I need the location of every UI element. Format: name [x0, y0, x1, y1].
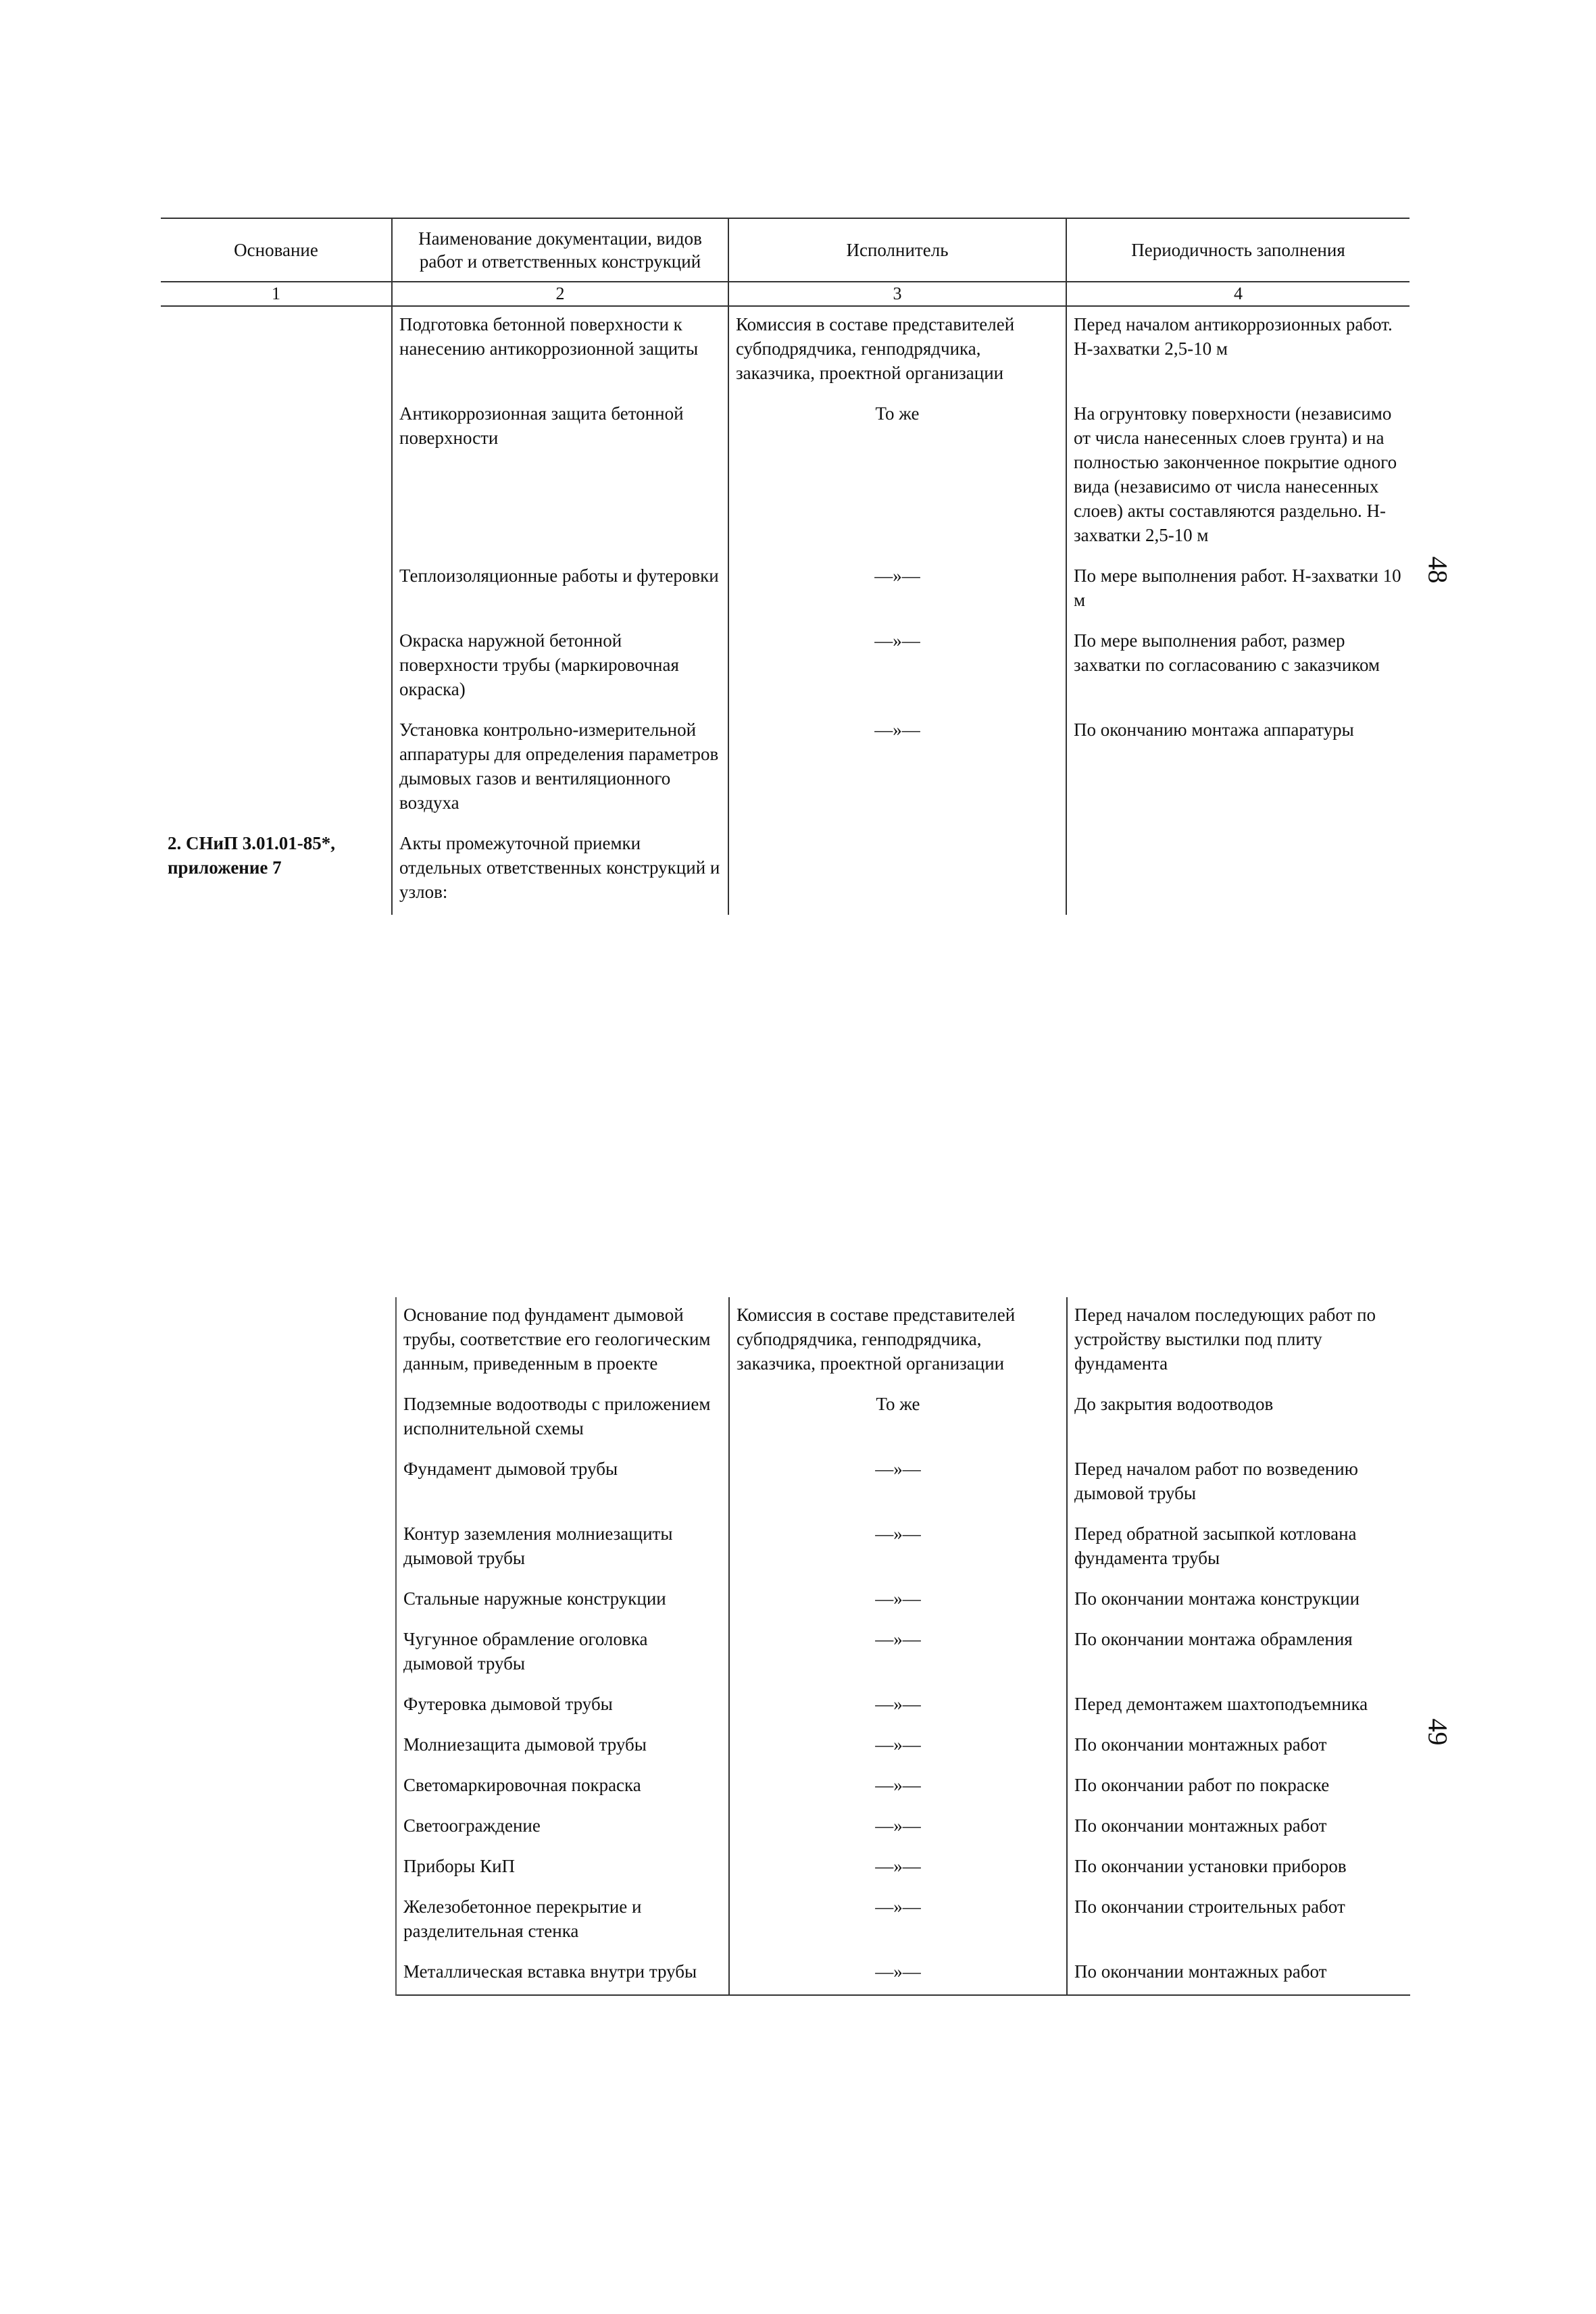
executor-cell: —»— — [728, 712, 1066, 826]
period-cell: Перед началом антикоррозионных работ. Н-захватки 2,5-10 м — [1066, 306, 1410, 396]
name-cell: Светоограждение — [396, 1808, 729, 1848]
table-row — [161, 558, 1410, 623]
name-cell: Установка контрольно-измерительной аппаратуры для определения параметров дымовых газов и вентиляционного воздуха — [392, 712, 728, 826]
name-cell: Молниезащита дымовой трубы — [396, 1727, 729, 1767]
period-cell: Перед демонтажем шахтоподъемника — [1067, 1686, 1410, 1727]
table-row — [396, 1686, 1410, 1727]
table-row — [396, 1848, 1410, 1889]
name-cell: Приборы КиП — [396, 1848, 729, 1889]
table-row — [396, 1954, 1410, 1995]
name-cell: Футеровка дымовой трубы — [396, 1686, 729, 1727]
table-row — [396, 1727, 1410, 1767]
name-cell: Светомаркировочная покраска — [396, 1767, 729, 1808]
name-cell: Чугунное обрамление оголовка дымовой трубы — [396, 1621, 729, 1686]
period-cell — [1066, 826, 1410, 915]
name-cell: Металлическая вставка внутри трубы — [396, 1954, 729, 1995]
period-cell: По окончанию монтажа аппаратуры — [1066, 712, 1410, 826]
period-cell: По окончании строительных работ — [1067, 1889, 1410, 1954]
table-row — [396, 1516, 1410, 1581]
name-cell: Контур заземления молниезащиты дымовой трубы — [396, 1516, 729, 1581]
period-cell: Перед обратной засыпкой котлована фундамента трубы — [1067, 1516, 1410, 1581]
executor-cell: —»— — [728, 623, 1066, 712]
table-row — [396, 1808, 1410, 1848]
period-cell: По окончании монтажных работ — [1067, 1727, 1410, 1767]
name-cell: Антикоррозионная защита бетонной поверхности — [392, 396, 728, 558]
executor-cell: Комиссия в составе представителей субподрядчика, генподрядчика, заказчика, проектной организации — [729, 1297, 1067, 1386]
name-cell: Теплоизоляционные работы и футеровки — [392, 558, 728, 623]
executor-cell: —»— — [729, 1727, 1067, 1767]
column-number-row — [161, 282, 1410, 306]
table-row — [396, 1767, 1410, 1808]
executor-cell: —»— — [729, 1451, 1067, 1516]
period-cell: Перед началом работ по возведению дымовой трубы — [1067, 1451, 1410, 1516]
period-cell: По окончании монтажных работ — [1067, 1954, 1410, 1995]
executor-cell: —»— — [729, 1848, 1067, 1889]
page-number-upper: 48 — [1422, 556, 1453, 584]
name-cell: Акты промежуточной приемки отдельных ответственных конструкций и узлов: — [392, 826, 728, 915]
table-row — [396, 1297, 1410, 1386]
name-cell: Подземные водоотводы с приложением исполнительной схемы — [396, 1386, 729, 1451]
table-row — [396, 1581, 1410, 1621]
executor-cell: —»— — [729, 1889, 1067, 1954]
upper-table — [161, 218, 1410, 915]
table-row — [396, 1621, 1410, 1686]
executor-cell: —»— — [729, 1767, 1067, 1808]
lower-table — [395, 1297, 1410, 1996]
table-row — [396, 1451, 1410, 1516]
header-name: Наименование документации, видов работ и ответственных конструкций — [392, 218, 728, 282]
basis-cell — [161, 306, 392, 396]
basis-cell — [161, 558, 392, 623]
table-row — [396, 1386, 1410, 1451]
table-row — [161, 712, 1410, 826]
period-cell: Перед началом последующих работ по устройству выстилки под плиту фундамента — [1067, 1297, 1410, 1386]
basis-cell: 2. СНиП 3.01.01-85*, приложение 7 — [168, 833, 336, 878]
executor-cell: —»— — [729, 1686, 1067, 1727]
col-number: 1 — [161, 282, 392, 306]
header-row — [161, 218, 1410, 282]
header-period: Периодичность заполнения — [1066, 218, 1410, 282]
name-cell: Подготовка бетонной поверхности к нанесению антикоррозионной защиты — [392, 306, 728, 396]
page-number-lower: 49 — [1422, 1718, 1453, 1746]
executor-cell: То же — [728, 396, 1066, 558]
table-row — [161, 306, 1410, 396]
table-row — [396, 1889, 1410, 1954]
name-cell: Стальные наружные конструкции — [396, 1581, 729, 1621]
executor-cell — [728, 826, 1066, 915]
basis-cell — [161, 623, 392, 712]
period-cell: По окончании установки приборов — [1067, 1848, 1410, 1889]
header-basis: Основание — [161, 218, 392, 282]
executor-cell: —»— — [729, 1621, 1067, 1686]
period-cell: На огрунтовку поверхности (независимо от числа нанесенных слоев грунта) и на полностью законченное покрытие одного вида (независимо от числа нанесенных слоев) акты составляются раздельно. Н-захватки 2,5-10 м — [1066, 396, 1410, 558]
basis-cell — [161, 712, 392, 826]
period-cell: До закрытия водоотводов — [1067, 1386, 1410, 1451]
name-cell: Основание под фундамент дымовой трубы, соответствие его геологическим данным, приведенным в проекте — [396, 1297, 729, 1386]
period-cell: По окончании работ по покраске — [1067, 1767, 1410, 1808]
table-row — [161, 826, 1410, 915]
header-executor: Исполнитель — [728, 218, 1066, 282]
executor-cell: —»— — [729, 1516, 1067, 1581]
basis-cell — [161, 396, 392, 558]
executor-cell: —»— — [729, 1581, 1067, 1621]
col-number: 4 — [1066, 282, 1410, 306]
table-row — [161, 396, 1410, 558]
col-number: 2 — [392, 282, 728, 306]
table-row — [161, 623, 1410, 712]
period-cell: По окончании монтажа конструкции — [1067, 1581, 1410, 1621]
executor-cell: —»— — [729, 1954, 1067, 1995]
period-cell: По окончании монтажных работ — [1067, 1808, 1410, 1848]
name-cell: Железобетонное перекрытие и разделительная стенка — [396, 1889, 729, 1954]
executor-cell: Комиссия в составе представителей субподрядчика, генподрядчика, заказчика, проектной организации — [728, 306, 1066, 396]
period-cell: По окончании монтажа обрамления — [1067, 1621, 1410, 1686]
period-cell: По мере выполнения работ. Н-захватки 10 м — [1066, 558, 1410, 623]
col-number: 3 — [728, 282, 1066, 306]
name-cell: Окраска наружной бетонной поверхности трубы (маркировочная окраска) — [392, 623, 728, 712]
period-cell: По мере выполнения работ, размер захватки по согласованию с заказчиком — [1066, 623, 1410, 712]
executor-cell: —»— — [728, 558, 1066, 623]
executor-cell: —»— — [729, 1808, 1067, 1848]
executor-cell: То же — [729, 1386, 1067, 1451]
name-cell: Фундамент дымовой трубы — [396, 1451, 729, 1516]
